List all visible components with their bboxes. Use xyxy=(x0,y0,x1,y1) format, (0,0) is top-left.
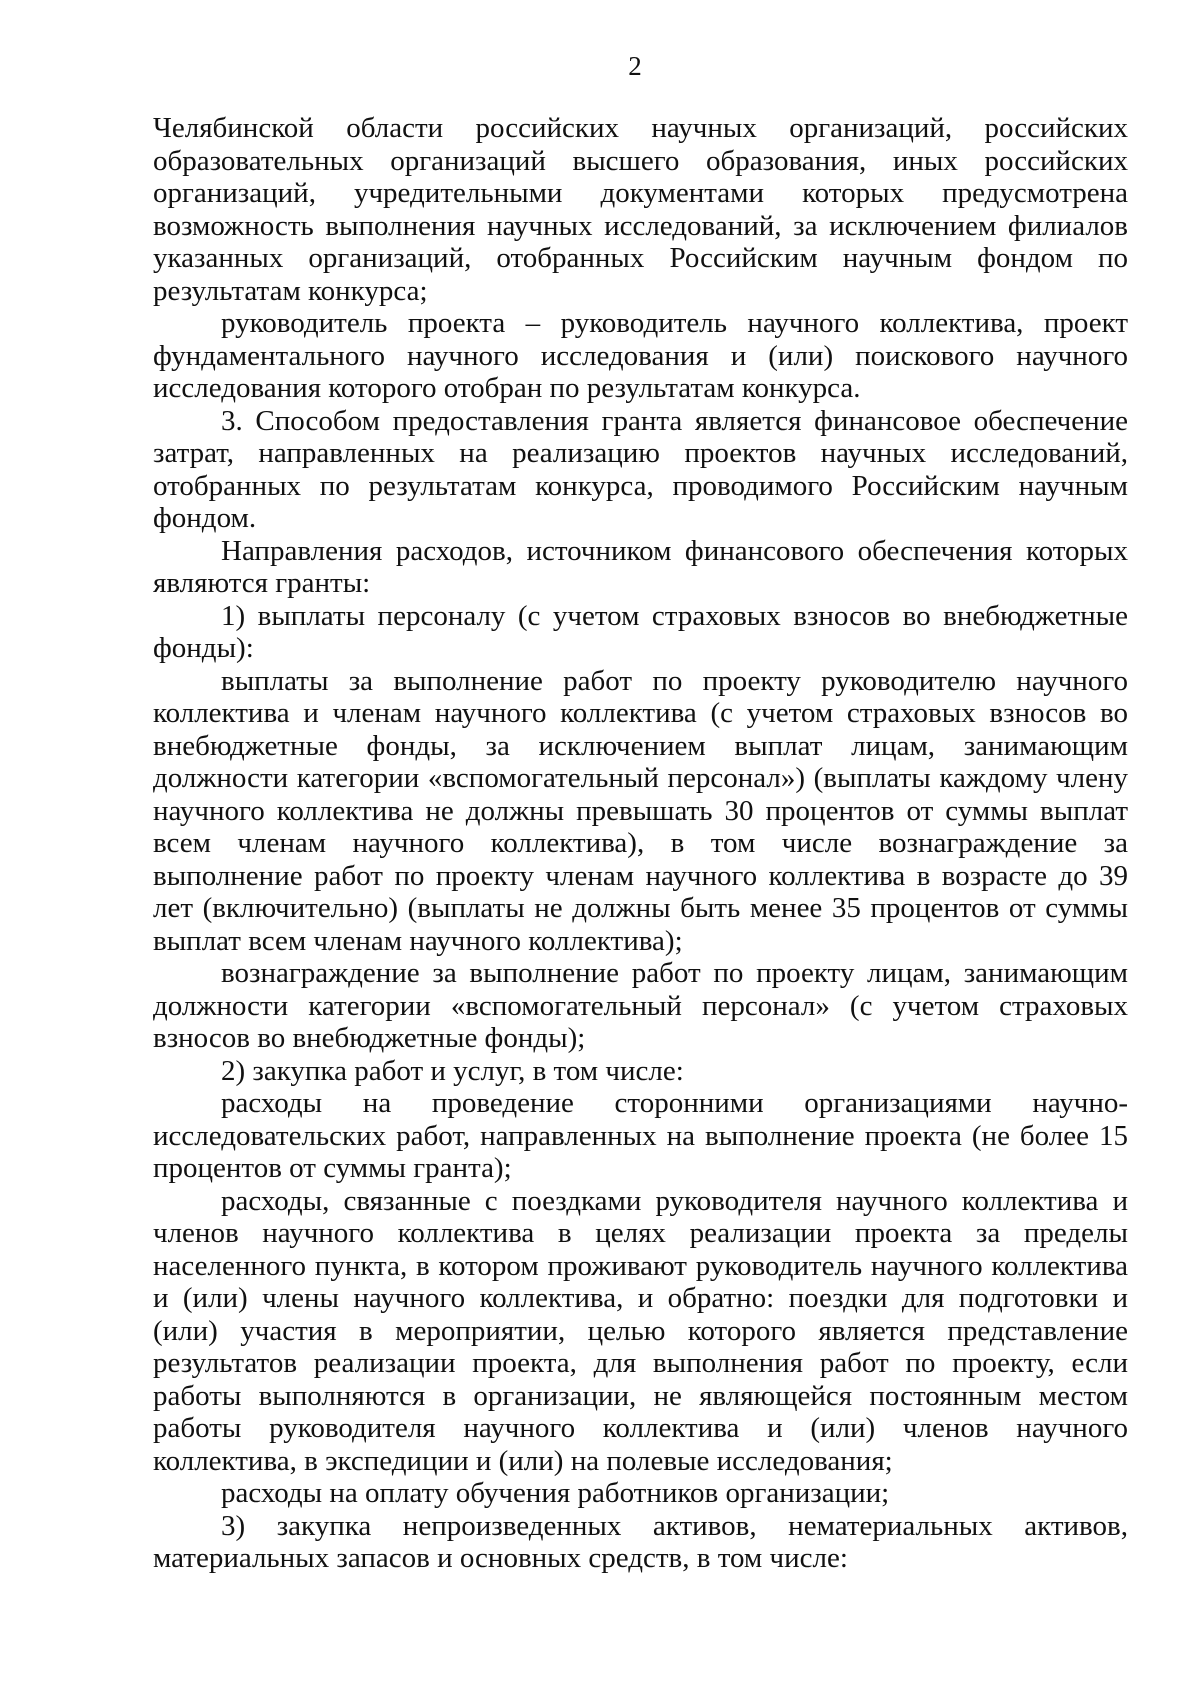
paragraph: 2) закупка работ и услуг, в том числе: xyxy=(221,1054,684,1087)
document-body xyxy=(153,112,1128,1575)
paragraph: 1) выплаты персоналу (с учетом страховых взносов во внебюджетные фонды): xyxy=(153,599,1128,664)
paragraph: 3) закупка непроизведенных активов, нематериальных активов, материальных запасов и основных средств, в том числе: xyxy=(153,1509,1128,1574)
paragraph: расходы, связанные с поездками руководителя научного коллектива и членов научного коллектива в целях реализации проекта за пределы населенного пункта, в котором проживают руководитель научного коллектива и (или) члены научного коллектива, и обратно: поездки для подготовки и (или) участия в мероприятии, целью которого является представление результатов реализации проекта, для выполнения работ по проекту, если работы выполняются в организации, не являющейся постоянным местом работы руководителя научного коллектива и (или) членов научного коллектива, в экспедиции и (или) на полевые исследования; xyxy=(153,1184,1128,1477)
page-number: 2 xyxy=(628,51,642,81)
paragraph: руководитель проекта – руководитель научного коллектива, проект фундаментального научного исследования и (или) поискового научного исследования которого отобран по результатам конкурса. xyxy=(153,307,1128,404)
paragraph: выплаты за выполнение работ по проекту руководителю научного коллектива и членам научного коллектива (с учетом страховых взносов во внебюджетные фонды, за исключением выплат лицам, занимающим должности категории «вспомогательный персонал») (выплаты каждому члену научного коллектива не должны превышать 30 процентов от суммы выплат всем членам научного коллектива), в том числе вознаграждение за выполнение работ по проекту членам научного коллектива в возрасте до 39 лет (включительно) (выплаты не должны быть менее 35 процентов от суммы выплат всем членам научного коллектива); xyxy=(153,664,1128,957)
paragraph: вознаграждение за выполнение работ по проекту лицам, занимающим должности категории «вспомогательный персонал» (с учетом страховых взносов во внебюджетные фонды); xyxy=(153,957,1128,1054)
paragraph: 3. Способом предоставления гранта является финансовое обеспечение затрат, направленных на реализацию проектов научных исследований, отобранных по результатам конкурса, проводимого Российским научным фондом. xyxy=(153,404,1128,534)
paragraph: Направления расходов, источником финансового обеспечения которых являются гранты: xyxy=(153,534,1128,599)
paragraph: расходы на проведение сторонними организациями научно-исследовательских работ, направленных на выполнение проекта (не более 15 процентов от суммы гранта); xyxy=(153,1087,1128,1184)
paragraph: Челябинской области российских научных организаций, российских образовательных организаций высшего образования, иных российских организаций, учредительными документами которых предусмотрена возможность выполнения научных исследований, за исключением филиалов указанных организаций, отобранных Российским научным фондом по результатам конкурса; xyxy=(153,112,1128,307)
paragraph: расходы на оплату обучения работников организации; xyxy=(221,1477,890,1509)
